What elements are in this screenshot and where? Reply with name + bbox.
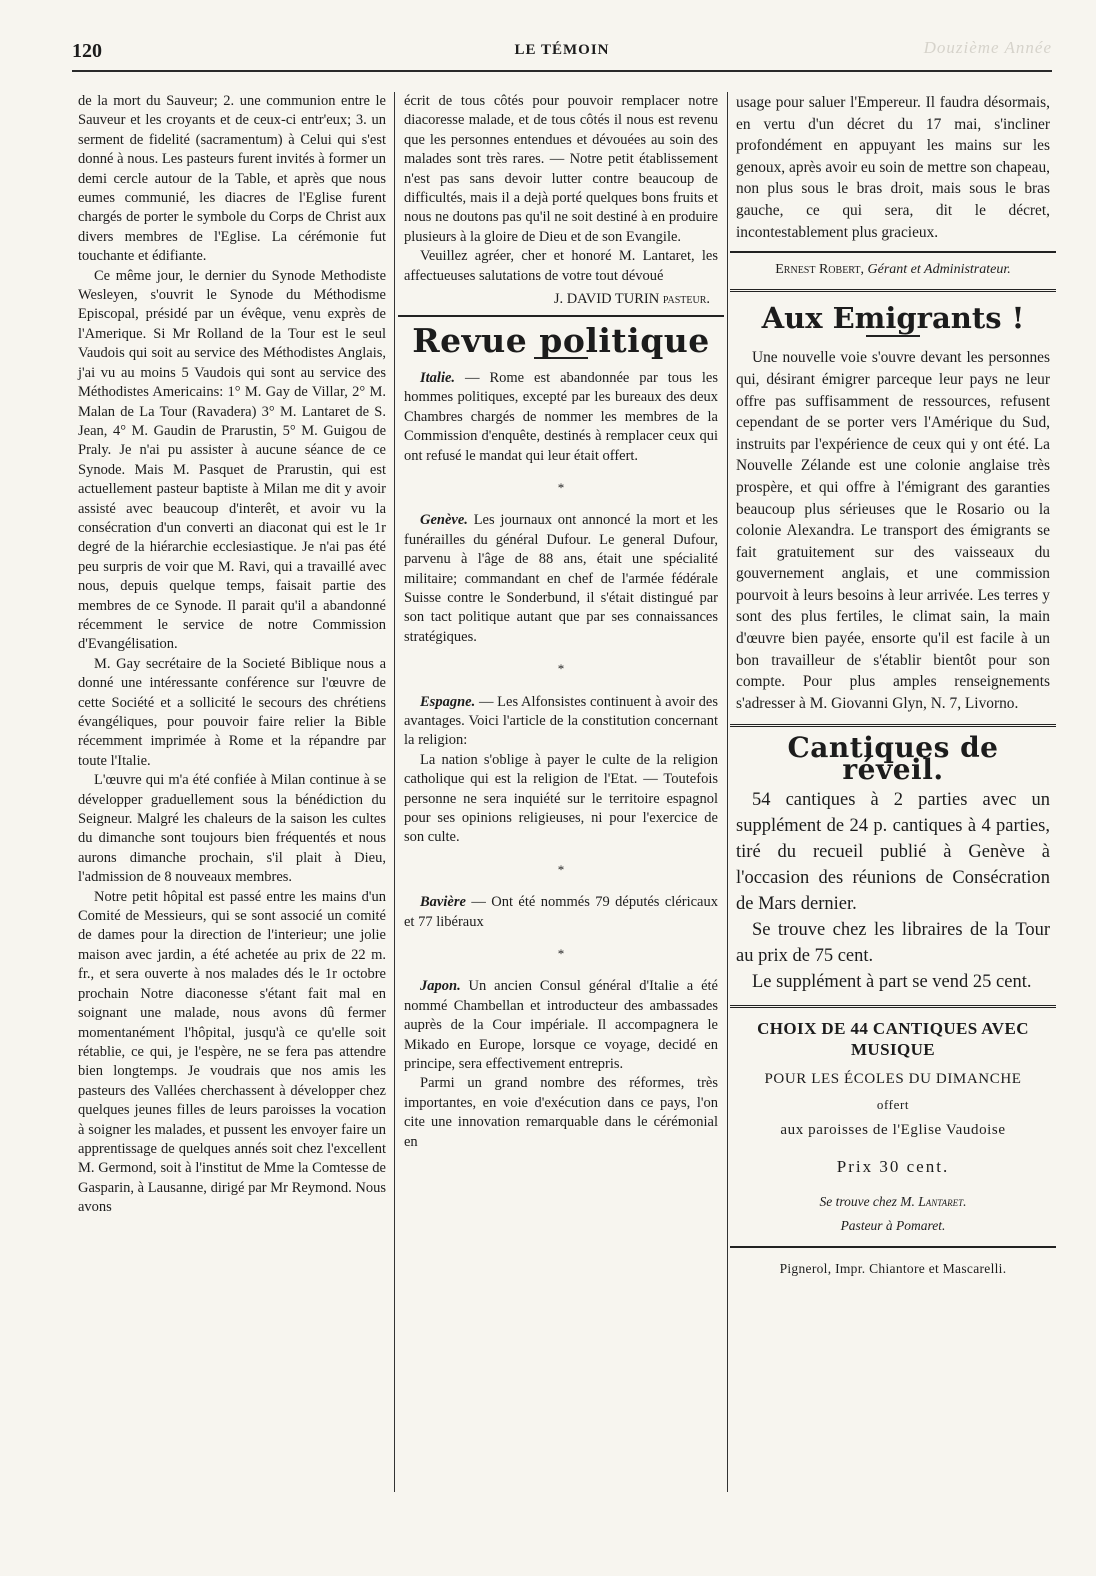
cantiques-title: Cantiques de réveil. (787, 731, 999, 787)
column-right (736, 92, 1050, 1280)
news-text: — Ont été nommés 79 députés cléricaux et 77 libéraux (404, 894, 718, 930)
journal-title: LE TÉMOIN (514, 42, 610, 58)
music-ad-offert: offert (876, 1097, 910, 1113)
page-number: 120 (72, 40, 102, 62)
news-item (404, 511, 718, 647)
section-rule (730, 289, 1056, 292)
news-quote: La nation s'oblige à payer le culte de la religion catholique qui est la religion de l'Etat. — Toutefois personne ne sera inquiété sur le territoire espagnol pour ses opinions religieuses, ni pour l'exercice de son culte. (404, 751, 718, 846)
column-middle (404, 92, 718, 1152)
letter-signature: J. DAVID TURIN pasteur. (553, 291, 710, 308)
paragraph: L'œuvre qui m'a été confiée à Milan continue à se développer graduellement sous la bénédiction du Seigneur. Malgré les chaleurs de la saison les cultes du dimanche sont toujours bien fréquentés et nous aurons dimanche prochain, s'il plait à Dieu, l'admission de 8 nouveaux membres. (78, 772, 386, 886)
paragraph: 54 cantiques à 2 parties avec un supplément de 24 p. cantiques à 4 parties, tiré du recueil publié à Genève à l'occasion des réunions de Consécration de Mars dernier. (736, 789, 1050, 914)
page-header (72, 40, 1052, 66)
news-item (404, 977, 718, 1074)
header-rule (72, 70, 1052, 72)
paragraph: Se trouve chez les libraires de la Tour au prix de 75 cent. (736, 919, 1050, 966)
separator-star: * (557, 946, 565, 962)
paragraph: Notre petit hôpital est passé entre les mains d'un Comité de Messieurs, qui se sont associé un comité de dames pour la direction de l'interieur; une jolie maison avec jardin, a été achetée au prix de 22 m. fr., et sera ouverte à nos malades dés le 1r octobre prochain Notre diaconesse s'étant fait mal en soignant une malade, nous avons dû fermer momentanément l'hôpital, jusqu'à ce qu'elle soit rétablie, ce qui, je l'espère, ne se fera pas attendre bien longtemps. Je voudrais que nos amis les pasteurs des Vallées cherchassent à développer chez quelques jeunes filles de leurs paroisses la vocation à soigner les malades, et pussent les envoyer faire un apprentissage de quelques annés soit chez l'excellent M. Germond, soit à l'institut de Mme la Comtesse de Gasparin, à Lausanne, dirigé par Mr Reymond. Nous avons (78, 888, 386, 1216)
column-divider-left (394, 92, 395, 1492)
manager-name: Ernest Robert, (775, 262, 864, 278)
section-title: Revue politique (412, 321, 710, 361)
section-rule (730, 251, 1056, 253)
music-ad-pastor: Pasteur à Pomaret. (840, 1217, 946, 1233)
news-text: Un ancien Consul général d'Italie a été nommé Chambellan et introducteur des ambassades auprès de la Cour impériale. Il accompagnera le Mikado en Europe, lorsque ce voyage, decidé en principe, sera effectivement entrepris. (404, 978, 718, 1073)
manager-role: Gérant et Administrateur. (864, 262, 1011, 278)
paragraph: usage pour saluer l'Empereur. Il faudra désormais, en vertu d'un décret du 17 mai, s'incliner profondément en appuyant les mains sur les genoux, après avoir eu soin de mettre son chapeau, non plus sous le bras droit, mais sous le bras gauche, ce qui sera, dit le décret, incontestablement plus gracieux. (736, 94, 1050, 241)
cantiques-body (736, 787, 1050, 995)
separator-star: * (557, 661, 565, 677)
emigrants-text: Une nouvelle voie s'ouvre devant les personnes qui, désirant émigrer parceque leur pays ne leur offre pas suffisamment de ressources, refusent cependant de se porter vers l'Amérique du Sud, instruits par l'expérience de ceux qui y ont été. La Nouvelle Zélande est une colonie anglaise très prospère, et qui offre à l'émigrant des garanties beaucoup plus sérieuses que le Rosario ou la colonie Alexandra. Le transport des émigrants se fait gratuitement sur des vaisseaux du gouvernement anglais, et une commission pourvoit à leurs besoins à leur arrivée. Les terres y sont des plus fertiles, le climat sain, la main d'œuvre bien payée, ensorte qu'il est facile à un bon travailleur de s'établir bientôt pour son compte. Pour plus amples renseignements s'adresser à M. Giovanni Glyn, N. 7, Livorno. (736, 349, 1050, 712)
news-country: Japon. (420, 978, 461, 995)
paragraph: Parmi un grand nombre des réformes, très importantes, en voie d'exécution dans ce pays, l'on cite une innovation remarquable dans le cérémonial en (404, 1075, 718, 1150)
manager-credit (736, 259, 1050, 281)
where-prefix: Se trouve chez M. (819, 1194, 919, 1210)
column-divider-right (727, 92, 728, 1492)
news-item (404, 369, 718, 466)
music-ad-price: Prix 30 cent. (836, 1156, 950, 1176)
where-name: Lantaret. (918, 1194, 967, 1210)
news-item (404, 893, 718, 932)
emigrants-title: Aux Emigrants ! (761, 300, 1025, 335)
news-country: Genève. (420, 512, 468, 529)
paragraph: Le supplément à part se vend 25 cent. (752, 971, 1032, 992)
music-ad-parishes: aux paroisses de l'Eglise Vaudoise (780, 1122, 1006, 1138)
printer-credit: Pignerol, Impr. Chiantore et Mascarelli. (779, 1261, 1007, 1277)
paragraph: M. Gay secrétaire de la Societé Biblique nous a donné une intéressante conférence sur l'œuvre de cette Société et a sollicité le secours des chrétiens évangéliques, pour pouvoir faire relier la Bible récemment imprimée à Rome et la répandre par toute l'Italie. (78, 655, 386, 769)
news-text: — Rome est abandonnée par tous les hommes politiques, excepté par les bureaux des deux Chambres chargés de nommer les membres de la Commission d'enquête, destinés à remplacer ceux qui ont refusé le mandat qui leur était offert. (404, 369, 718, 464)
paragraph: Veuillez agréer, cher et honoré M. Lantaret, les affectueuses salutations de votre tout dévoué (404, 248, 718, 284)
paragraph: de la mort du Sauveur; 2. une communion entre le Sauveur et les croyants et de ceux-ci entr'eux; 3. un serment de fidelité (sacramentum) à Celui qui s'est donné à nous. Les pasteurs furent invités à former un demi cercle autour de la Table, et après que nous eumes communié, les diacres de l'Eglise furent chargés de porter le symbole du Corps de Christ aux divers membres de l'Eglise. La cérémonie fut touchante et édifiante. (78, 93, 386, 265)
section-rule (398, 315, 724, 317)
news-country: Espagne. (420, 693, 476, 710)
music-ad-where (736, 1191, 1050, 1213)
news-text: — Les Alfonsistes continuent à avoir des avantages. Voici l'article de la constitution concernant la religion: (404, 693, 718, 749)
title-rule (866, 335, 920, 337)
separator-star: * (557, 861, 565, 877)
section-rule (730, 1246, 1056, 1248)
paragraph: Ce même jour, le dernier du Synode Methodiste Wesleyen, s'ouvrit le Synode du Méthodisme Episcopal, présidé par un évêque, venu exprès de l'Amerique. Si Mr Rolland de la Tour est le seul Vaudois qui soit au service des Méthodistes Anglais, j'ai vu au moins 5 Vaudois qui sont au service des Méthodistes Americains: 1° M. Gay de Villar, 2° M. Malan de La Tour (Ravadera) 3° M. Lantaret de S. Jean, 4° M. Gaudin de Prarustin, 5° M. Guigou de Praly. Je n'ai pu assister à aucune séance de ce Synode. Mais M. Pasquet de Prarustin, qui est actuellement pasteur baptiste à Milan me dit y avoir assisté avec beaucoup d'interêt, et avoir vu la consécration d'un converti an diaconat qui est le 1r degré de la hiérarchie ecclesiastique. Je n'ai pas été peu surpris de voir que M. Ravi, qui a travaillé avec nous, depuis quelque temps, faisait partie des membres de ce Synode. Il parait qu'il a abandonné récemment le service de notre Commission d'Evangélisation. (78, 267, 386, 653)
bleed-through-text: Douzième Année (923, 38, 1052, 57)
news-item (404, 693, 718, 751)
music-ad-subtitle: POUR LES ÉCOLES DU DIMANCHE (764, 1070, 1022, 1087)
separator-star: * (557, 479, 565, 495)
section-rule (730, 1005, 1056, 1008)
section-rule (730, 724, 1056, 727)
music-ad-title: CHOIX DE 44 CANTIQUES AVEC MUSIQUE (757, 1018, 1029, 1060)
paragraph: écrit de tous côtés pour pouvoir remplacer notre diacoresse malade, et de tous côtés il nous est revenu que les personnes entendues et dévouées au soin des malades sont très rares. — Notre petit établissement n'est pas sans devoir lutter contre beaucoup de difficultés, mais il a dejà porté quelques bons fruits et nous ne doutons pas qu'il ne soit destiné à en produire plusieurs à la gloire de Dieu et de son Evangile. (404, 93, 718, 245)
news-country: Italie. (420, 369, 456, 386)
news-text: Les journaux ont annoncé la mort et les funérailles du général Dufour. Le general Dufour, parvenu à l'âge de 88 ans, était une spécialité militaire; commandant en chef de l'armée fédérale Suisse contre le Sonderbund, il s'était distingué par son tact politique autant que par ses connaissances stratégiques. (404, 512, 718, 645)
column-left (78, 92, 386, 1218)
news-country: Bavière (420, 894, 466, 911)
